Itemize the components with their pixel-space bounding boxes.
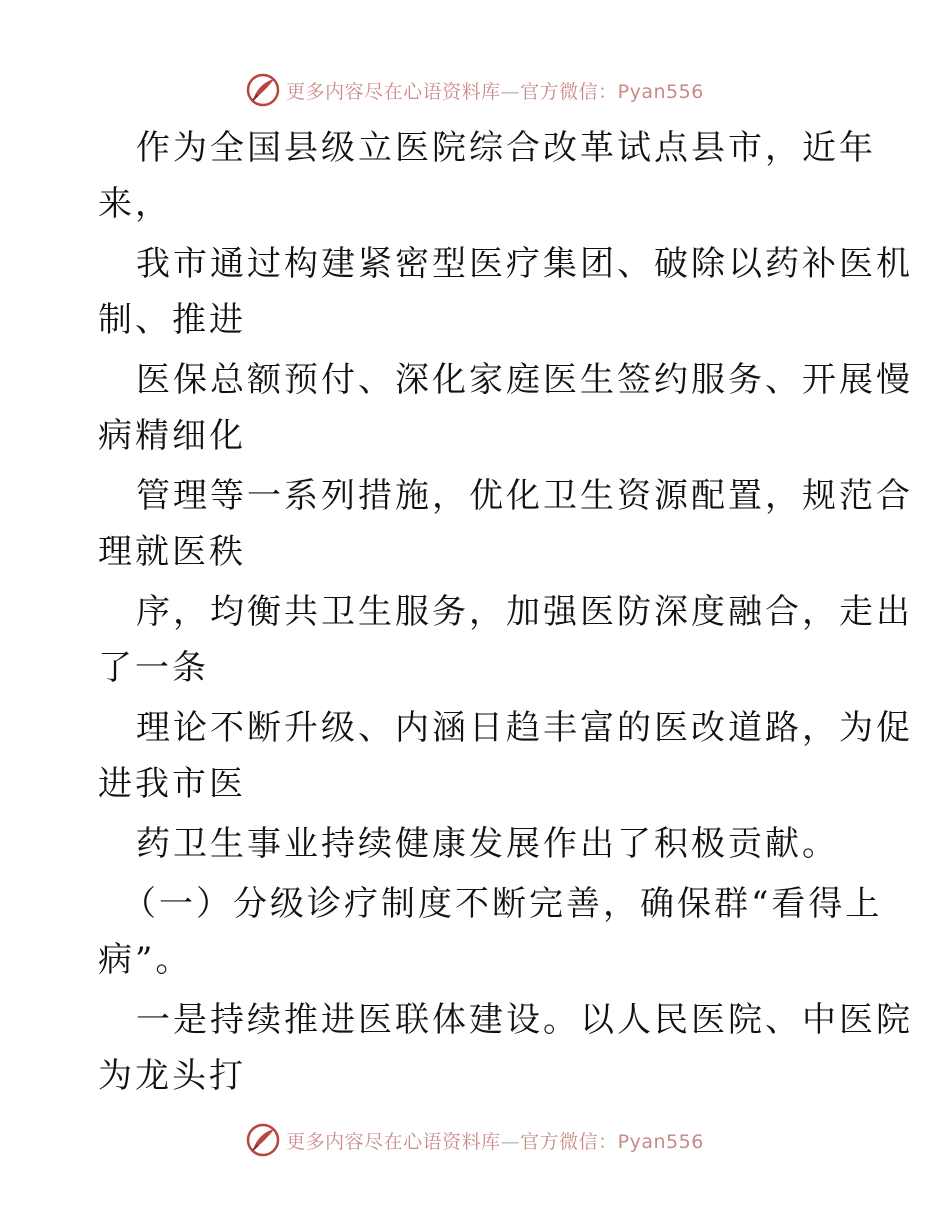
text-line: 来， <box>98 184 172 224</box>
section-heading: （一）分级诊疗制度不断完善，确保群“看得上 <box>122 884 883 924</box>
text-line: 药卫生事业持续健康发展作出了积极贡献。 <box>136 824 839 864</box>
footer-watermark <box>0 1120 950 1160</box>
quill-pen-icon <box>246 73 280 107</box>
text-line: 病”。 <box>98 940 193 980</box>
text-line: 病精细化 <box>98 416 246 456</box>
text-line: 理论不断升级、内涵日趋丰富的医改道路，为促 <box>136 708 913 748</box>
text-line: 医保总额预付、深化家庭医生签约服务、开展慢 <box>136 360 913 400</box>
text-line: 制、推进 <box>98 300 246 340</box>
quill-pen-icon <box>246 1123 280 1157</box>
text-line: 我市通过构建紧密型医疗集团、破除以药补医机 <box>136 244 913 284</box>
text-line: 进我市医 <box>98 764 246 804</box>
text-line: 管理等一系列措施，优化卫生资源配置，规范合 <box>136 476 913 516</box>
text-line: 一是持续推进医联体建设。以人民医院、中医院 <box>136 1000 913 1040</box>
text-line: 作为全国县级立医院综合改革试点县市，近年 <box>136 128 876 168</box>
header-watermark <box>0 70 950 110</box>
text-line: 序，均衡共卫生服务，加强医防深度融合，走出 <box>136 592 913 632</box>
text-line: 了一条 <box>98 648 209 688</box>
text-line: 理就医秩 <box>98 532 246 572</box>
watermark-text: 更多内容尽在心语资料库—官方微信：Pyan556 <box>286 1130 704 1153</box>
watermark-text: 更多内容尽在心语资料库—官方微信：Pyan556 <box>286 80 704 103</box>
text-line: 为龙头打 <box>98 1056 246 1096</box>
